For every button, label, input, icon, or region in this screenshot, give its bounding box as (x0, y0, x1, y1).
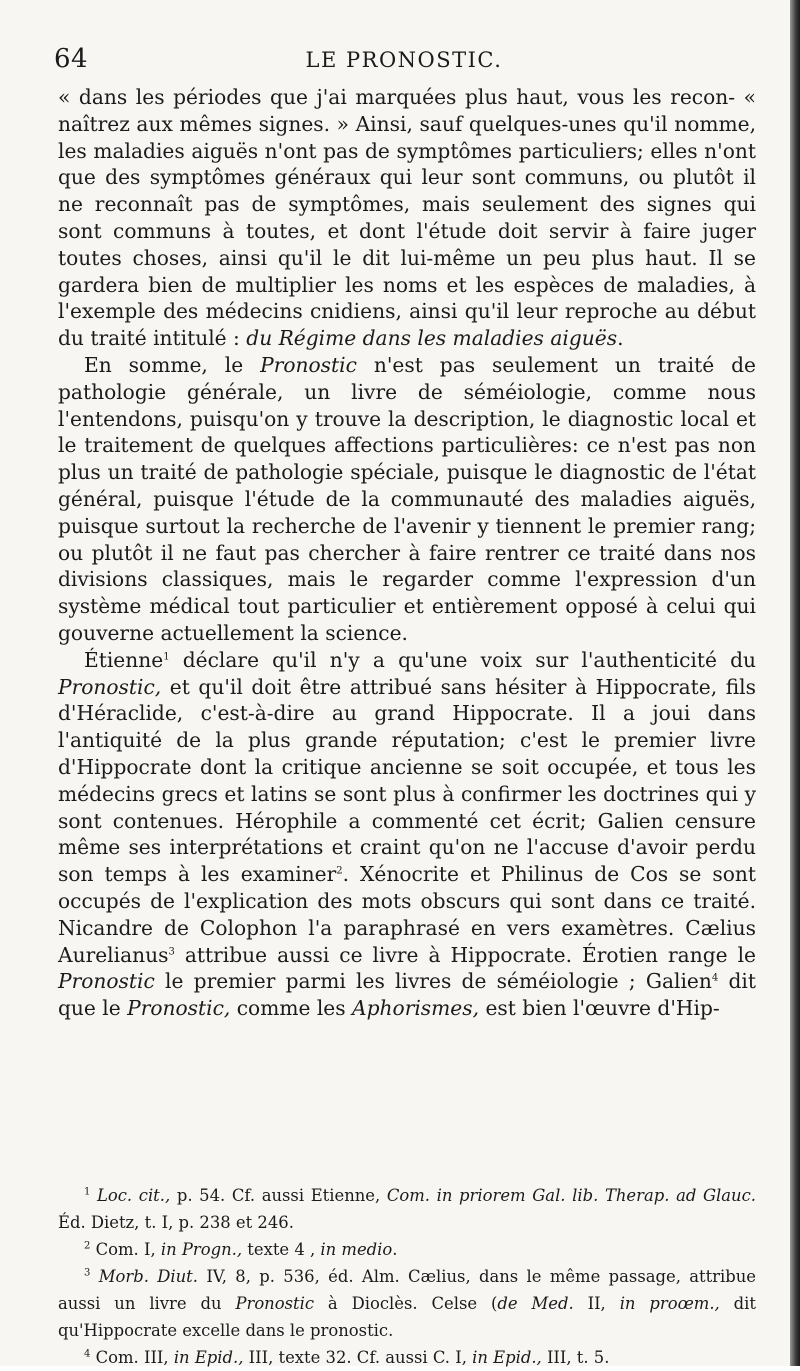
text-run: II, (573, 1294, 620, 1313)
text-run: III, t. 5. (541, 1348, 610, 1367)
italic-ref: in proœm., (619, 1294, 720, 1313)
text-run: IV, 8, p. 536, éd. Alm. Cælius, dans le même passage, attribue aussi un livre du (58, 1267, 757, 1313)
text-run: le premier parmi les livres de séméiologie ; Galien (154, 969, 712, 994)
italic-title: Pronostic (260, 352, 357, 377)
running-head (54, 44, 754, 78)
footnote-ref: 3 (168, 945, 175, 957)
footnote-ref: 2 (336, 865, 343, 877)
italic-ref: in medio (320, 1240, 393, 1259)
body-text (58, 84, 756, 1022)
italic-title: du Régime dans les maladies aiguës (246, 326, 618, 351)
text-run: Com. III, (95, 1348, 174, 1367)
text-run: Étienne (84, 647, 164, 672)
paragraph-2 (58, 352, 756, 647)
text-run: dit qu'Hippocrate excelle dans le pronostic. (58, 1294, 756, 1340)
text-run: déclare qu'il n'y a qu'une voix sur l'authenticité du (169, 647, 756, 672)
italic-ref: in Epid., (173, 1348, 244, 1367)
italic-ref: in Epid., (472, 1348, 542, 1367)
italic-ref: de Med. (497, 1294, 574, 1313)
footnote-3 (58, 1263, 756, 1344)
italic-ref: Com. in priorem Gal. lib. Therap. ad Glauc. (386, 1186, 757, 1205)
text-run: En somme, le (84, 352, 261, 377)
italic-ref: in Progn., (160, 1240, 243, 1259)
page-edge-shadow (790, 0, 800, 1366)
footnote-ref: 4 (711, 972, 719, 984)
footnote-ref: 1 (163, 651, 170, 662)
text-run: est bien l'œuvre d'Hip- (479, 996, 720, 1021)
text-run: texte 4 , (242, 1240, 321, 1259)
footnotes (58, 1182, 756, 1371)
text-run: et qu'il doit être attribué sans hésiter à Hippocrate, fils d'Héraclide, c'est-à-dire au grand Hippocrate. Il a joui dans l'antiquité de la plus grande réputation; c'est le premier livre d'Hippocrate dont la critique ancienne se soit occupée, et tous les médecins grecs et latins se sont plus à confirmer les doctrines qui y sont contenues. Hérophile a commenté cet écrit; Galien censure même ses interprétations et craint qu'on ne l'accuse d'avoir perdu son temps à les examiner (58, 674, 756, 887)
italic-ref: Pronostic (235, 1294, 315, 1313)
paragraph-3 (58, 647, 756, 1022)
italic-title: Pronostic, (127, 996, 231, 1021)
text-run: . Xénocrite et Philinus de Cos se sont occupés de l'explication des mots obscurs qui sont dans ce traité. Nicandre de Colophon l'a paraphrasé en vers examètres. Cælius Aurelianus (58, 862, 756, 967)
footnote-number: 4 (84, 1348, 91, 1360)
footnote-1 (58, 1182, 756, 1236)
text-run: dit que le (58, 969, 756, 1021)
running-title: LE PRONOSTIC. (305, 48, 503, 72)
page-number: 64 (54, 44, 89, 74)
text-run: « dans les périodes que j'ai marquées plus haut, vous les recon- « naîtrez aux mêmes signes. » Ainsi, sauf quelques-unes qu'il nomme, les maladies aiguës n'ont pas de symptômes particuliers; elles n'ont que des symptômes généraux qui leur sont communs, ou plutôt il ne reconnaît pas de symptômes, mais seulement des signes qui sont communs à toutes, et dont l'étude doit servir à faire juger toutes choses, ainsi qu'il le dit lui-même un peu plus haut. Il se gardera bien de multiplier les noms et les espèces de maladies, à l'exemple des médecins cnidiens, ainsi qu'il leur reproche au début du traité intitulé : (58, 85, 756, 351)
footnote-number: 3 (84, 1267, 91, 1279)
italic-title: Pronostic, (58, 674, 162, 699)
footnote-4 (58, 1344, 756, 1371)
paragraph-1 (58, 84, 756, 352)
text-run: à Dioclès. Celse ( (314, 1294, 498, 1313)
text-run: III, texte 32. Cf. aussi C. I, (243, 1348, 473, 1367)
text-run: . (617, 326, 624, 351)
italic-ref: Loc. cit., (97, 1186, 171, 1205)
text-run: . (392, 1240, 398, 1259)
text-run: attribue aussi ce livre à Hippocrate. Érotien range le (174, 942, 756, 967)
italic-ref: Morb. Diut. (98, 1267, 198, 1286)
text-run: n'est pas seulement un traité de pathologie générale, un livre de séméiologie, comme nous l'entendons, puisqu'on y trouve la description, le diagnostic local et le traitement de quelques affections particulières: ce n'est pas non plus un traité de pathologie spéciale, puisque le diagnostic de l'état général, puisque l'étude de la communauté des maladies aiguës, puisque surtout la recherche de l'avenir y tiennent le premier rang; ou plutôt il ne faut pas chercher à faire rentrer ce traité dans nos divisions classiques, mais le regarder comme l'expression d'un système médical tout particulier et entièrement opposé à celui qui gouverne actuellement la science. (58, 352, 756, 645)
footnote-number: 2 (84, 1240, 91, 1252)
italic-title: Aphorismes, (352, 996, 480, 1021)
footnote-number: 1 (84, 1186, 91, 1198)
text-run: p. 54. Cf. aussi Etienne, (170, 1186, 387, 1205)
text-run: Com. I, (95, 1240, 161, 1259)
text-run: comme les (230, 996, 353, 1021)
text-run: Éd. Dietz, t. I, p. 238 et 246. (58, 1213, 294, 1232)
footnote-2 (58, 1236, 756, 1263)
italic-title: Pronostic (58, 969, 155, 994)
